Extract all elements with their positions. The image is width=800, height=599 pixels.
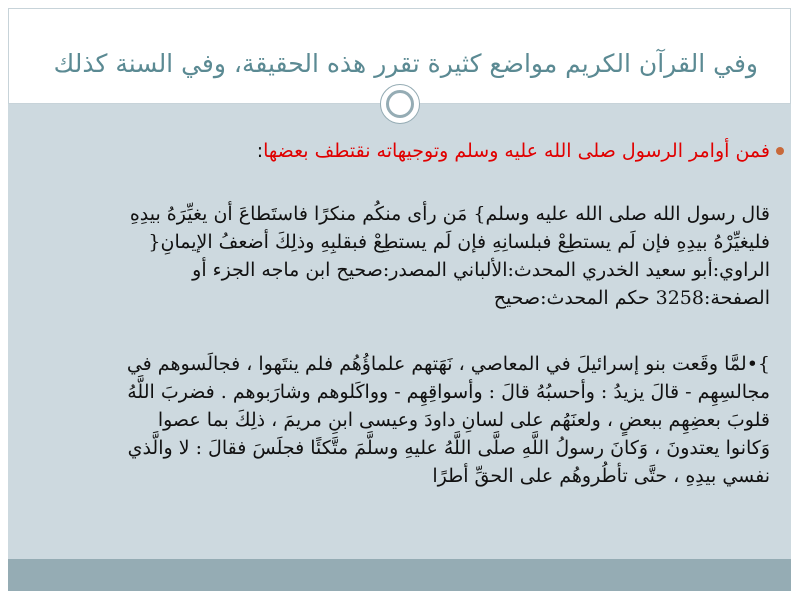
bullet-colon: : [256, 140, 264, 162]
divider-ring-icon [380, 84, 420, 124]
hadith2-line: نفسي بيدِهِ ، حتَّى تأطُروهُم على الحقِّ أطرًا [432, 465, 770, 487]
hadith-paragraph-1 [36, 200, 770, 312]
bullet-item [30, 138, 770, 164]
hadith1-line: الراوي:أبو سعيد الخدري المحدث:الألباني المصدر:صحيح ابن ماجه الجزء أو [192, 259, 770, 281]
hadith2-line: قلوبَ بعضِهِم ببعضٍ ، ولعنَهُم على لسانِ داودَ وعيسى ابنِ مريمَ ، ذلِكَ بما عصوا [157, 409, 770, 431]
hadith2-line: }•لمَّا وقَعت بنو إسرائيلَ في المعاصي ، نَهَتهم علماؤُهُم فلم ينتَهوا ، فجالَسوهم في [126, 353, 770, 375]
hadith1-line: فليغيِّرْهُ بيدِهِ فإن لَم يستطِعْ فبلسانِهِ فإن لَم يستطِعْ فبقلبِهِ وذلِكَ أضعفُ الإيمانِ{ [148, 231, 770, 253]
divider-ring-inner [386, 90, 414, 118]
bullet-text: فمن أوامر الرسول صلى الله عليه وسلم وتوجيهاته نقتطف بعضها [263, 140, 770, 162]
hadith1-line: قال رسول الله صلى الله عليه وسلم} مَن رأى منكُم منكرًا فاستَطاعَ أن يغيِّرَهُ بيدِهِ [129, 203, 770, 225]
hadith-paragraph-2 [36, 350, 770, 490]
hadith2-line: وَكانوا يعتدونَ ، وَكانَ رسولُ اللَّهِ صلَّى اللَّهُ عليهِ وسلَّمَ متَّكئًا فجلَسَ فقالَ : لا والَّذي [127, 437, 770, 459]
bullet-dot-icon [776, 147, 784, 155]
content-area [8, 104, 791, 559]
slide-title: وفي القرآن الكريم مواضع كثيرة تقرر هذه الحقيقة، وفي السنة كذلك [53, 49, 758, 78]
hadith1-line: الصفحة:3258 حكم المحدث:صحيح [493, 287, 770, 309]
footer-band [8, 559, 791, 591]
hadith2-line: مجالسِهِم - قالَ يزيدُ : وأحسبُهُ قالَ : وأسواقِهِم - وواكَلوهم وشارَبوهم . فضربَ اللَّهُ [127, 381, 770, 403]
